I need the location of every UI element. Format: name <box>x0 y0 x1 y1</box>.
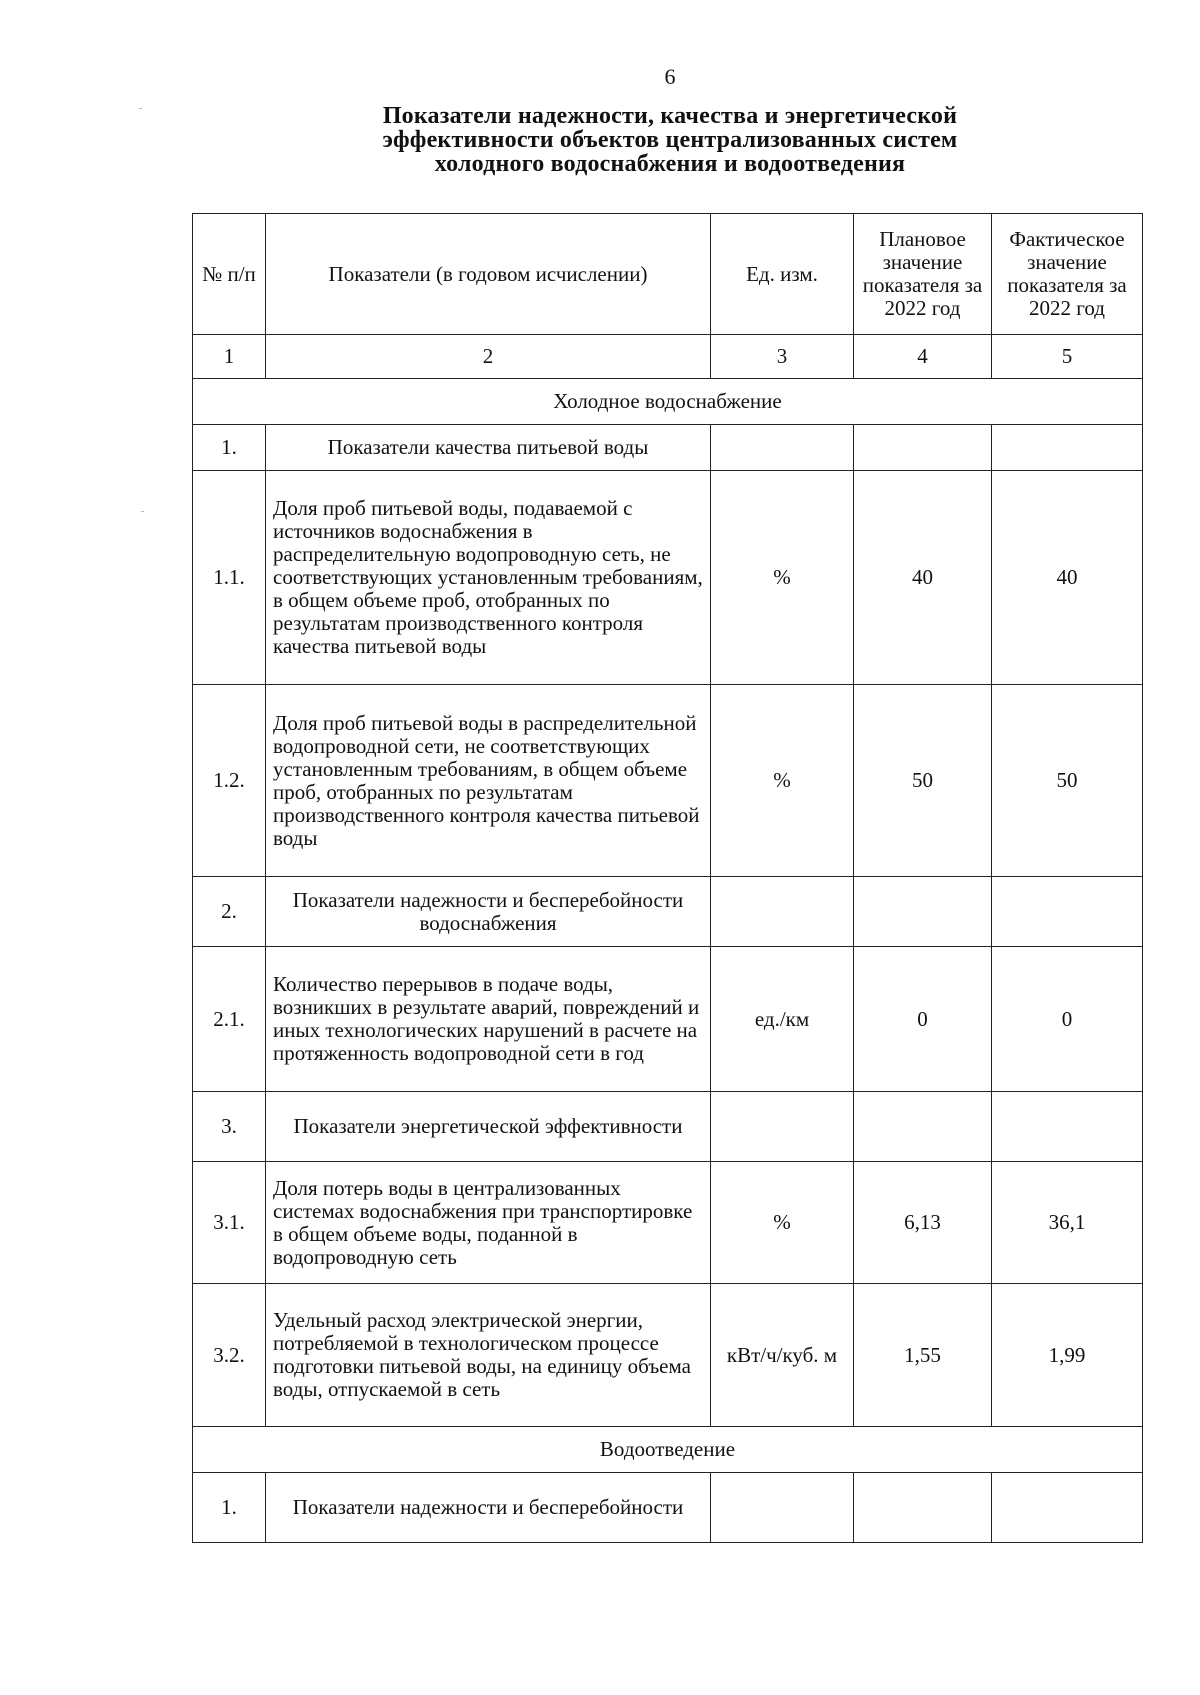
column-numbers-row <box>193 335 1143 379</box>
table-row <box>193 685 1143 877</box>
column-number: 1 <box>193 335 266 379</box>
row-actual: 50 <box>992 685 1143 877</box>
row-unit <box>711 1473 854 1543</box>
table-row <box>193 425 1143 471</box>
row-unit <box>711 425 854 471</box>
row-unit: ед./км <box>711 947 854 1092</box>
row-indicator: Доля проб питьевой воды в распределительной водопроводной сети, не соответствующих установленным требованиям, в общем объеме проб, отобранных по результатам производственного контроля качества питьевой воды <box>266 685 711 877</box>
header-actual: Фактическое значение показателя за 2022 год <box>992 214 1143 335</box>
row-actual <box>992 877 1143 947</box>
row-indicator: Количество перерывов в подаче воды, возникших в результате аварий, повреждений и иных технологических нарушений в расчете на протяженность водопроводной сети в год <box>266 947 711 1092</box>
row-num: 3.1. <box>193 1162 266 1284</box>
header-num: № п/п <box>193 214 266 335</box>
scan-speck <box>141 511 144 512</box>
row-planned: 0 <box>854 947 992 1092</box>
scan-speck <box>139 108 142 109</box>
row-planned: 1,55 <box>854 1284 992 1427</box>
row-indicator: Удельный расход электрической энергии, потребляемой в технологическом процессе подготовки питьевой воды, на единицу объема воды, отпускаемой в сеть <box>266 1284 711 1427</box>
row-indicator: Показатели качества питьевой воды <box>266 425 711 471</box>
row-actual: 0 <box>992 947 1143 1092</box>
row-unit: кВт/ч/куб. м <box>711 1284 854 1427</box>
row-unit <box>711 1092 854 1162</box>
page-number: 6 <box>664 64 676 89</box>
row-num: 1.2. <box>193 685 266 877</box>
table-row <box>193 1092 1143 1162</box>
row-indicator: Показатели энергетической эффективности <box>266 1092 711 1162</box>
row-indicator: Доля потерь воды в централизованных системах водоснабжения при транспортировке в общем объеме воды, поданной в водопроводную сеть <box>266 1162 711 1284</box>
row-actual: 1,99 <box>992 1284 1143 1427</box>
row-num: 2.1. <box>193 947 266 1092</box>
row-unit: % <box>711 1162 854 1284</box>
row-actual <box>992 425 1143 471</box>
table-row <box>193 1284 1143 1427</box>
row-num: 2. <box>193 877 266 947</box>
document-title <box>0 104 1200 176</box>
row-planned <box>854 425 992 471</box>
table-row <box>193 471 1143 685</box>
table-row <box>193 877 1143 947</box>
row-planned: 50 <box>854 685 992 877</box>
row-num: 1.1. <box>193 471 266 685</box>
row-planned <box>854 1473 992 1543</box>
section-row-sewerage <box>193 1427 1143 1473</box>
row-num: 1. <box>193 1473 266 1543</box>
row-num: 3.2. <box>193 1284 266 1427</box>
column-number: 5 <box>992 335 1143 379</box>
column-number: 3 <box>711 335 854 379</box>
table-row <box>193 1473 1143 1543</box>
row-num: 3. <box>193 1092 266 1162</box>
section-row-cold-water <box>193 379 1143 425</box>
indicators-table <box>192 213 1143 1543</box>
row-indicator: Показатели надежности и бесперебойности водоснабжения <box>266 877 711 947</box>
table-row <box>193 1162 1143 1284</box>
row-num: 1. <box>193 425 266 471</box>
row-actual: 40 <box>992 471 1143 685</box>
section-title: Водоотведение <box>193 1427 1143 1473</box>
row-unit: % <box>711 471 854 685</box>
header-row <box>193 214 1143 335</box>
title-line-2: эффективности объектов централизованных систем <box>382 127 958 153</box>
row-actual <box>992 1473 1143 1543</box>
table-row <box>193 947 1143 1092</box>
row-planned <box>854 1092 992 1162</box>
row-planned <box>854 877 992 947</box>
column-number: 4 <box>854 335 992 379</box>
row-indicator: Показатели надежности и бесперебойности <box>266 1473 711 1543</box>
header-unit: Ед. изм. <box>711 214 854 335</box>
header-planned: Плановое значение показателя за 2022 год <box>854 214 992 335</box>
row-planned: 40 <box>854 471 992 685</box>
header-indicator: Показатели (в годовом исчислении) <box>266 214 711 335</box>
title-line-3: холодного водоснабжения и водоотведения <box>434 151 906 177</box>
title-line-1: Показатели надежности, качества и энергетической <box>382 103 958 129</box>
row-unit: % <box>711 685 854 877</box>
row-actual <box>992 1092 1143 1162</box>
row-unit <box>711 877 854 947</box>
row-actual: 36,1 <box>992 1162 1143 1284</box>
row-indicator: Доля проб питьевой воды, подаваемой с источников водоснабжения в распределительную водопроводную сеть, не соответствующих установленным требованиям, в общем объеме проб, отобранных по результатам производственного контроля качества питьевой воды <box>266 471 711 685</box>
section-title: Холодное водоснабжение <box>193 379 1143 425</box>
column-number: 2 <box>266 335 711 379</box>
row-planned: 6,13 <box>854 1162 992 1284</box>
